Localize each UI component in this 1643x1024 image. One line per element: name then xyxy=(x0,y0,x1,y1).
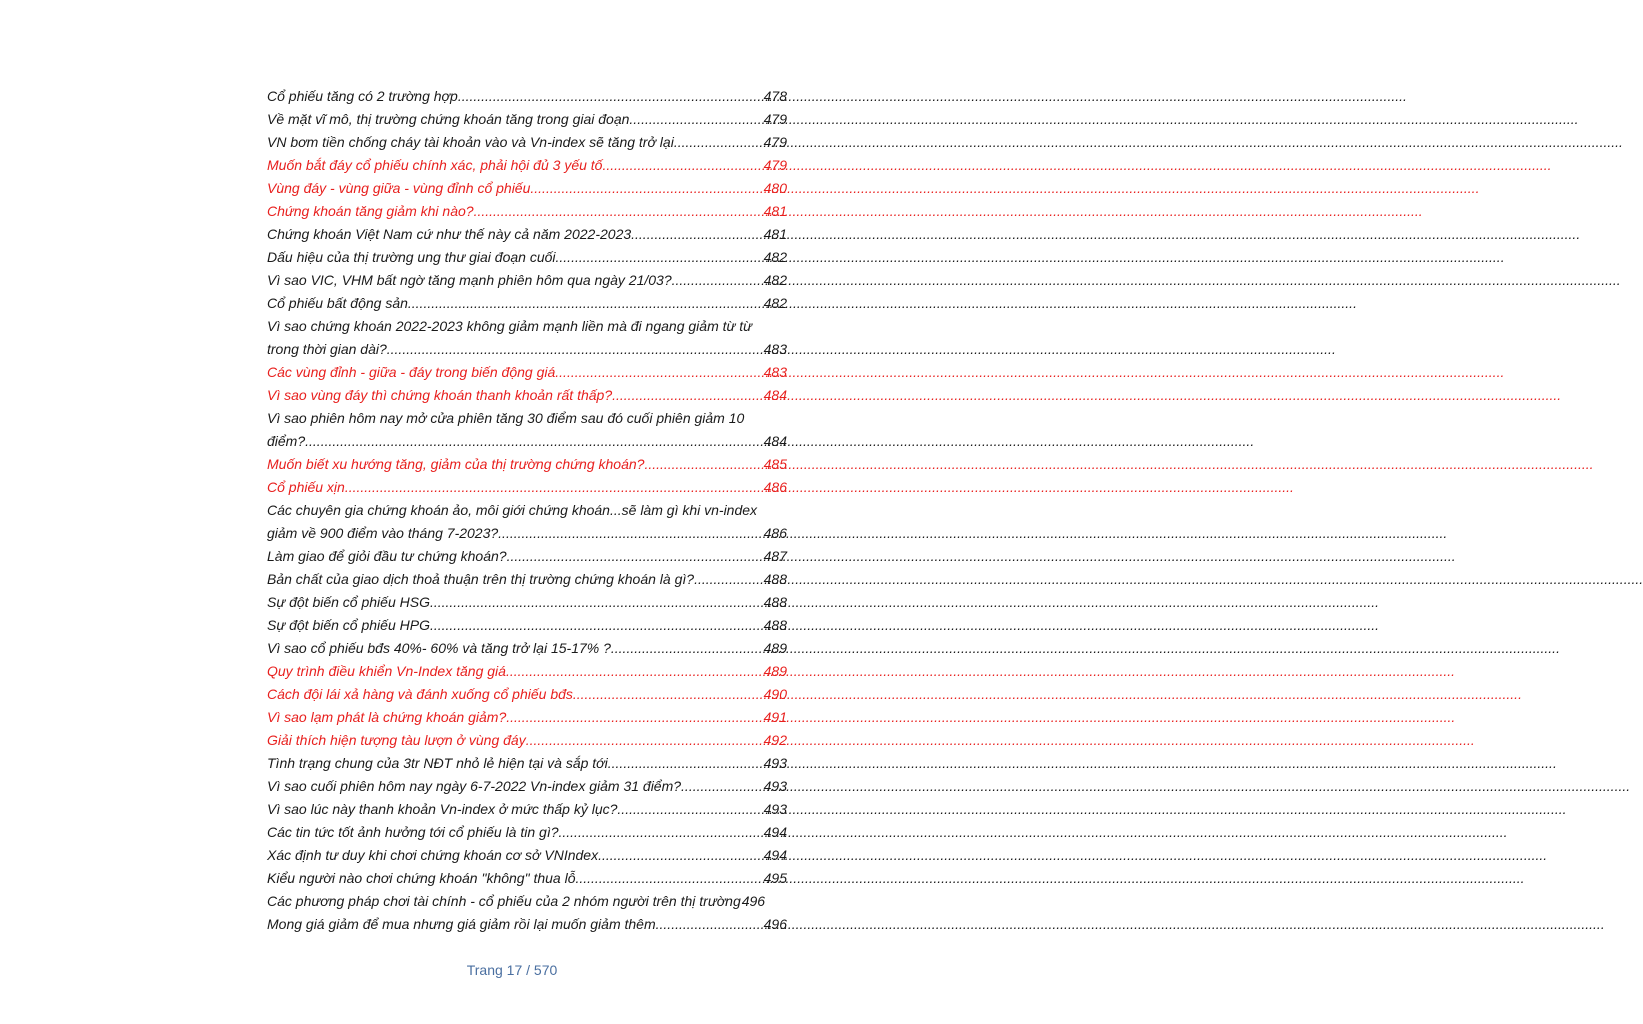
toc-entry-page: 480 xyxy=(763,180,787,196)
toc-entry-title: Xác định tư duy khi chơi chứng khoán cơ sở VNIndex xyxy=(267,847,599,863)
toc-entry xyxy=(267,568,787,591)
toc-entry-line2 xyxy=(267,522,787,545)
toc-entry-title: Vì sao cuối phiên hôm nay ngày 6-7-2022 Vn-index giảm 31 điểm? xyxy=(267,778,682,794)
toc-entry xyxy=(267,269,787,292)
dot-leader xyxy=(387,338,763,361)
toc-entry xyxy=(267,131,787,154)
toc-entry-page: 493 xyxy=(763,778,787,794)
toc-entry-title: VN bơm tiền chống cháy tài khoản vào và Vn-index sẽ tăng trở lại xyxy=(267,134,674,150)
toc-entry-title: Vì sao lúc này thanh khoản Vn-index ở mức thấp kỷ lục? xyxy=(267,801,618,817)
toc-entry xyxy=(267,177,787,200)
toc-entry-page: 493 xyxy=(763,755,787,771)
toc-entry-page: 482 xyxy=(763,249,787,265)
toc-entry-title-line1: Các chuyên gia chứng khoán ảo, môi giới chứng khoán...sẽ làm gì khi vn-index xyxy=(267,502,758,518)
dot-leader xyxy=(506,660,763,683)
toc-entry xyxy=(267,361,787,384)
toc-entry-page: 479 xyxy=(763,134,787,150)
toc-entry xyxy=(267,844,787,867)
dot-leader xyxy=(559,821,763,844)
toc-entry xyxy=(267,499,787,545)
toc-entry-title-line1: Vì sao phiên hôm nay mở cửa phiên tăng 30 điểm sau đó cuối phiên giảm 10 xyxy=(267,410,745,426)
toc-entry-page: 481 xyxy=(763,203,787,219)
toc-entry xyxy=(267,545,787,568)
toc-entry-title: Cổ phiếu xịn xyxy=(267,479,345,495)
toc-entry xyxy=(267,315,787,361)
dot-leader xyxy=(408,292,763,315)
dot-leader xyxy=(498,522,762,545)
toc-entry-title: Sự đột biến cổ phiếu HSG xyxy=(267,594,430,610)
toc-entry xyxy=(267,913,787,936)
toc-entry-title: Tình trạng chung của 3tr NĐT nhỏ lẻ hiện tại và sắp tới xyxy=(267,755,608,771)
toc-entry xyxy=(267,591,787,614)
toc-entry-title: Bản chất của giao dịch thoả thuận trên thị trường chứng khoán là gì? xyxy=(267,571,695,587)
dot-leader xyxy=(644,453,762,476)
toc-entry-title: Kiểu người nào chơi chứng khoán "không" thua lỗ xyxy=(267,870,576,886)
toc-entry-page: 494 xyxy=(763,824,787,840)
dot-leader xyxy=(430,614,763,637)
toc-entry-page: 482 xyxy=(763,295,787,311)
toc-entry-page: 488 xyxy=(763,594,787,610)
toc-entry-page: 496 xyxy=(763,916,787,932)
dot-leader xyxy=(506,706,762,729)
toc-entry-page: 495 xyxy=(763,870,787,886)
dot-leader xyxy=(507,545,763,568)
dot-leader xyxy=(681,775,763,798)
toc-entry xyxy=(267,798,787,821)
toc-entry-page: 486 xyxy=(763,479,787,495)
toc-entry xyxy=(267,637,787,660)
toc-entry-page: 479 xyxy=(763,111,787,127)
toc-entry-title: Các tin tức tốt ảnh hưởng tới cổ phiếu là tin gì? xyxy=(267,824,559,840)
toc-entry xyxy=(267,384,787,407)
toc-entry-title: Chứng khoán Việt Nam cứ như thế này cả năm 2022-2023 xyxy=(267,226,632,242)
dot-leader xyxy=(556,246,763,269)
toc-entry-page: 484 xyxy=(763,433,787,449)
toc-entry xyxy=(267,223,787,246)
toc-entry-title: Vì sao vùng đáy thì chứng khoán thanh khoản rất thấp? xyxy=(267,387,613,403)
toc-entry-title: Làm giao để giỏi đầu tư chứng khoán? xyxy=(267,548,507,564)
toc-entry-page: 482 xyxy=(763,272,787,288)
toc-entry xyxy=(267,246,787,269)
toc-entry-line2 xyxy=(267,338,787,361)
toc-entry-page: 493 xyxy=(763,801,787,817)
dot-leader xyxy=(629,108,762,131)
toc-entry-page: 487 xyxy=(763,548,787,564)
toc-entry-title: Dấu hiệu của thị trường ung thư giai đoạn cuối xyxy=(267,249,556,265)
toc-entry-page: 494 xyxy=(763,847,787,863)
dot-leader xyxy=(555,361,762,384)
dot-leader xyxy=(575,867,762,890)
toc-entry-title: điểm? xyxy=(267,433,306,449)
toc-entry-page: 489 xyxy=(763,640,787,656)
toc-entry-title: trong thời gian dài? xyxy=(267,341,387,357)
toc-entry xyxy=(267,821,787,844)
toc-entry-title: Về mặt vĩ mô, thị trường chứng khoán tăng trong giai đoạn xyxy=(267,111,630,127)
toc-entry-page: 484 xyxy=(763,387,787,403)
toc-entry-title: Vùng đáy - vùng giữa - vùng đỉnh cổ phiếu xyxy=(267,180,531,196)
dot-leader xyxy=(598,844,763,867)
dot-leader xyxy=(602,154,762,177)
toc-entry-page: 486 xyxy=(763,525,787,541)
toc-entry-title: Cổ phiếu tăng có 2 trường hợp xyxy=(267,88,458,104)
dot-leader xyxy=(430,591,763,614)
toc-entry xyxy=(267,867,787,890)
toc-entry xyxy=(267,614,787,637)
toc-entry xyxy=(267,108,787,131)
toc-entry-title: Chứng khoán tăng giảm khi nào? xyxy=(267,203,474,219)
dot-leader xyxy=(694,568,763,591)
toc-entry xyxy=(267,775,787,798)
toc-entry-line2 xyxy=(267,430,787,453)
toc-entry-page: 492 xyxy=(763,732,787,748)
toc-entry-title: Muốn bắt đáy cổ phiếu chính xác, phải hội đủ 3 yếu tố xyxy=(267,157,603,173)
toc-entry xyxy=(267,407,787,453)
toc-entry-page: 481 xyxy=(763,226,787,242)
dot-leader xyxy=(526,729,763,752)
toc-entry-page: 488 xyxy=(763,617,787,633)
toc-entry-page: 483 xyxy=(763,364,787,380)
dot-leader xyxy=(672,269,763,292)
toc-entry-page: 485 xyxy=(763,456,787,472)
toc-entry-title: Các phương pháp chơi tài chính - cổ phiếu của 2 nhóm người trên thị trường xyxy=(267,893,741,909)
toc-entry-title: Vì sao cổ phiếu bđs 40%- 60% và tăng trở lại 15-17% ? xyxy=(267,640,611,656)
dot-leader xyxy=(345,476,763,499)
toc-entry xyxy=(267,292,787,315)
toc-entry-page: 478 xyxy=(763,88,787,104)
toc-entry-page: 490 xyxy=(763,686,787,702)
toc-entry xyxy=(267,683,787,706)
toc-entry-title: Cách đội lái xả hàng và đánh xuống cổ phiếu bđs xyxy=(267,686,573,702)
dot-leader xyxy=(305,430,763,453)
toc-entry xyxy=(267,729,787,752)
dot-leader xyxy=(458,85,763,108)
toc-entry xyxy=(267,154,787,177)
toc-entry-title: Sự đột biến cổ phiếu HPG xyxy=(267,617,430,633)
dot-leader xyxy=(611,637,763,660)
dot-leader xyxy=(608,752,763,775)
toc-entry xyxy=(267,660,787,683)
page-number-footer: Trang 17 / 570 xyxy=(466,962,558,978)
toc-entry-page: 489 xyxy=(763,663,787,679)
toc-entry-title: Vì sao VIC, VHM bất ngờ tăng mạnh phiên hôm qua ngày 21/03? xyxy=(267,272,672,288)
toc-entry-page: 496 xyxy=(741,893,766,909)
toc-entry-title: Mong giá giảm để mua nhưng giá giảm rồi lại muốn giảm thêm xyxy=(267,916,656,932)
table-of-contents xyxy=(267,85,787,936)
dot-leader xyxy=(573,683,763,706)
toc-entry-title: Giải thích hiện tượng tàu lượn ở vùng đáy xyxy=(267,732,526,748)
toc-entry-title: Quy trình điều khiển Vn-Index tăng giá xyxy=(267,663,506,679)
toc-entry xyxy=(267,890,787,913)
toc-entry-page: 491 xyxy=(763,709,787,725)
toc-entry xyxy=(267,752,787,775)
toc-entry xyxy=(267,476,787,499)
dot-leader xyxy=(617,798,762,821)
toc-entry-page: 488 xyxy=(763,571,787,587)
toc-entry-page: 483 xyxy=(763,341,787,357)
toc-entry-title: Vì sao lạm phát là chứng khoán giảm? xyxy=(267,709,507,725)
dot-leader xyxy=(631,223,763,246)
dot-leader xyxy=(612,384,763,407)
toc-entry xyxy=(267,200,787,223)
dot-leader xyxy=(474,200,763,223)
dot-leader xyxy=(674,131,763,154)
dot-leader xyxy=(530,177,762,200)
toc-entry xyxy=(267,453,787,476)
toc-entry-title: giảm về 900 điểm vào tháng 7-2023? xyxy=(267,525,499,541)
toc-entry-title-line1: Vì sao chứng khoán 2022-2023 không giảm mạnh liền mà đi ngang giảm từ từ xyxy=(267,318,753,334)
toc-entry xyxy=(267,85,787,108)
toc-entry-title: Cổ phiếu bất động sản xyxy=(267,295,408,311)
toc-entry-page: 479 xyxy=(763,157,787,173)
toc-entry-title: Các vùng đỉnh - giữa - đáy trong biến động giá xyxy=(267,364,556,380)
toc-entry xyxy=(267,706,787,729)
dot-leader xyxy=(656,913,763,936)
toc-entry-title: Muốn biết xu hướng tăng, giảm của thị trường chứng khoán? xyxy=(267,456,645,472)
